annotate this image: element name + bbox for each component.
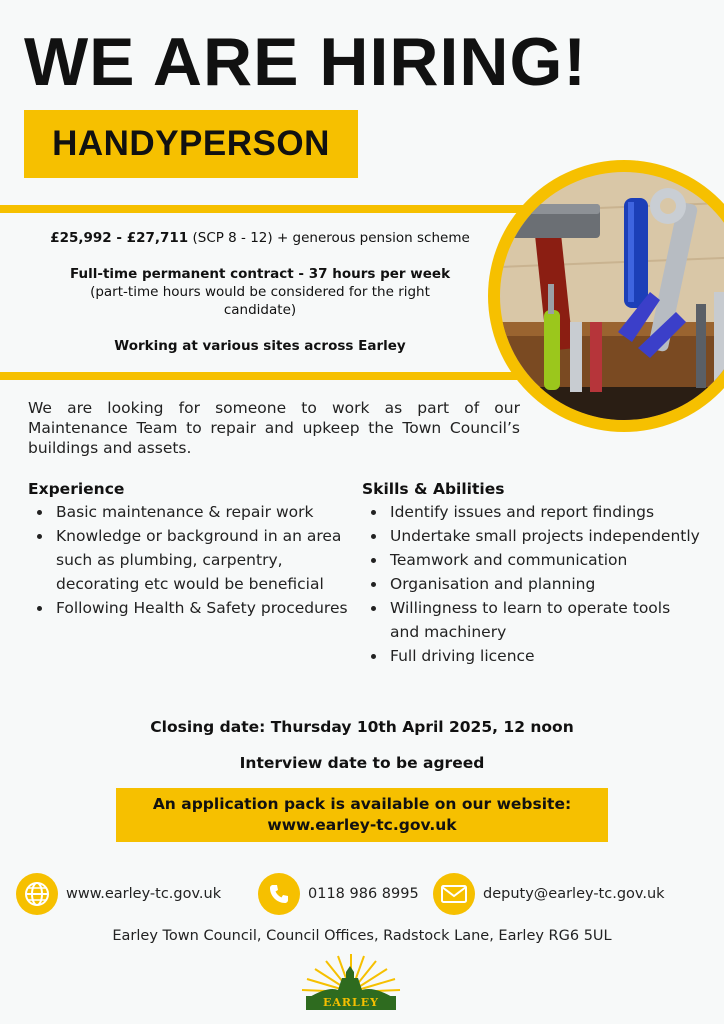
role-title: HANDYPERSON — [52, 124, 330, 163]
tools-photo-frame — [488, 160, 724, 432]
earley-logo — [298, 952, 404, 1012]
salary-range: £25,992 - £27,711 — [50, 230, 189, 246]
salary-scale: (SCP 8 - 12) + generous pension scheme — [188, 230, 470, 246]
list-item: Full driving licence — [362, 644, 702, 668]
email-text[interactable]: deputy@earley-tc.gov.uk — [483, 886, 665, 902]
interview-date: Interview date to be agreed — [239, 754, 485, 772]
divider-top — [0, 205, 540, 213]
phone-text[interactable]: 0118 986 8995 — [308, 886, 419, 902]
tools-photo — [500, 172, 724, 420]
contact-website[interactable] — [16, 872, 221, 916]
application-link[interactable]: www.earley-tc.gov.uk — [267, 816, 457, 834]
skills-list — [362, 500, 702, 668]
application-banner — [116, 788, 608, 842]
envelope-icon — [433, 873, 475, 915]
contact-email[interactable] — [433, 872, 665, 916]
salary-line — [0, 229, 520, 247]
part-time-note: (part-time hours would be considered for the right candidate) — [90, 284, 430, 318]
contract-type: Full-time permanent contract - 37 hours per week — [69, 266, 451, 282]
phone-icon — [258, 873, 300, 915]
list-item: Willingness to learn to operate tools and machinery — [362, 596, 702, 644]
list-item: Teamwork and communication — [362, 548, 702, 572]
work-sites: Working at various sites across Earley — [114, 338, 406, 354]
headline: WE ARE HIRING! — [24, 24, 588, 100]
skills-section — [362, 480, 702, 668]
list-item: Knowledge or background in an area such as plumbing, carpentry, decorating etc would be beneficial — [28, 524, 358, 596]
list-item: Following Health & Safety procedures — [28, 596, 358, 620]
globe-icon — [16, 873, 58, 915]
experience-list — [28, 500, 358, 620]
skills-title: Skills & Abilities — [362, 480, 505, 498]
tools-illustration — [500, 172, 724, 420]
list-item: Basic maintenance & repair work — [28, 500, 358, 524]
job-summary — [0, 213, 520, 372]
application-text: An application pack is available on our website: — [152, 795, 572, 813]
role-banner — [24, 110, 358, 178]
council-address: Earley Town Council, Council Offices, Radstock Lane, Earley RG6 5UL — [112, 928, 612, 944]
list-item: Identify issues and report findings — [362, 500, 702, 524]
closing-date: Closing date: Thursday 10th April 2025, 12 noon — [150, 718, 574, 736]
list-item: Undertake small projects independently — [362, 524, 702, 548]
intro-paragraph: We are looking for someone to work as part of our Maintenance Team to repair and upkeep the Town Council’s buildings and assets. — [28, 399, 520, 457]
experience-title: Experience — [28, 480, 125, 498]
experience-section — [28, 480, 358, 620]
list-item: Organisation and planning — [362, 572, 702, 596]
logo-text: EARLEY — [322, 996, 380, 1009]
website-text[interactable]: www.earley-tc.gov.uk — [66, 886, 222, 902]
contact-phone[interactable] — [258, 872, 419, 916]
